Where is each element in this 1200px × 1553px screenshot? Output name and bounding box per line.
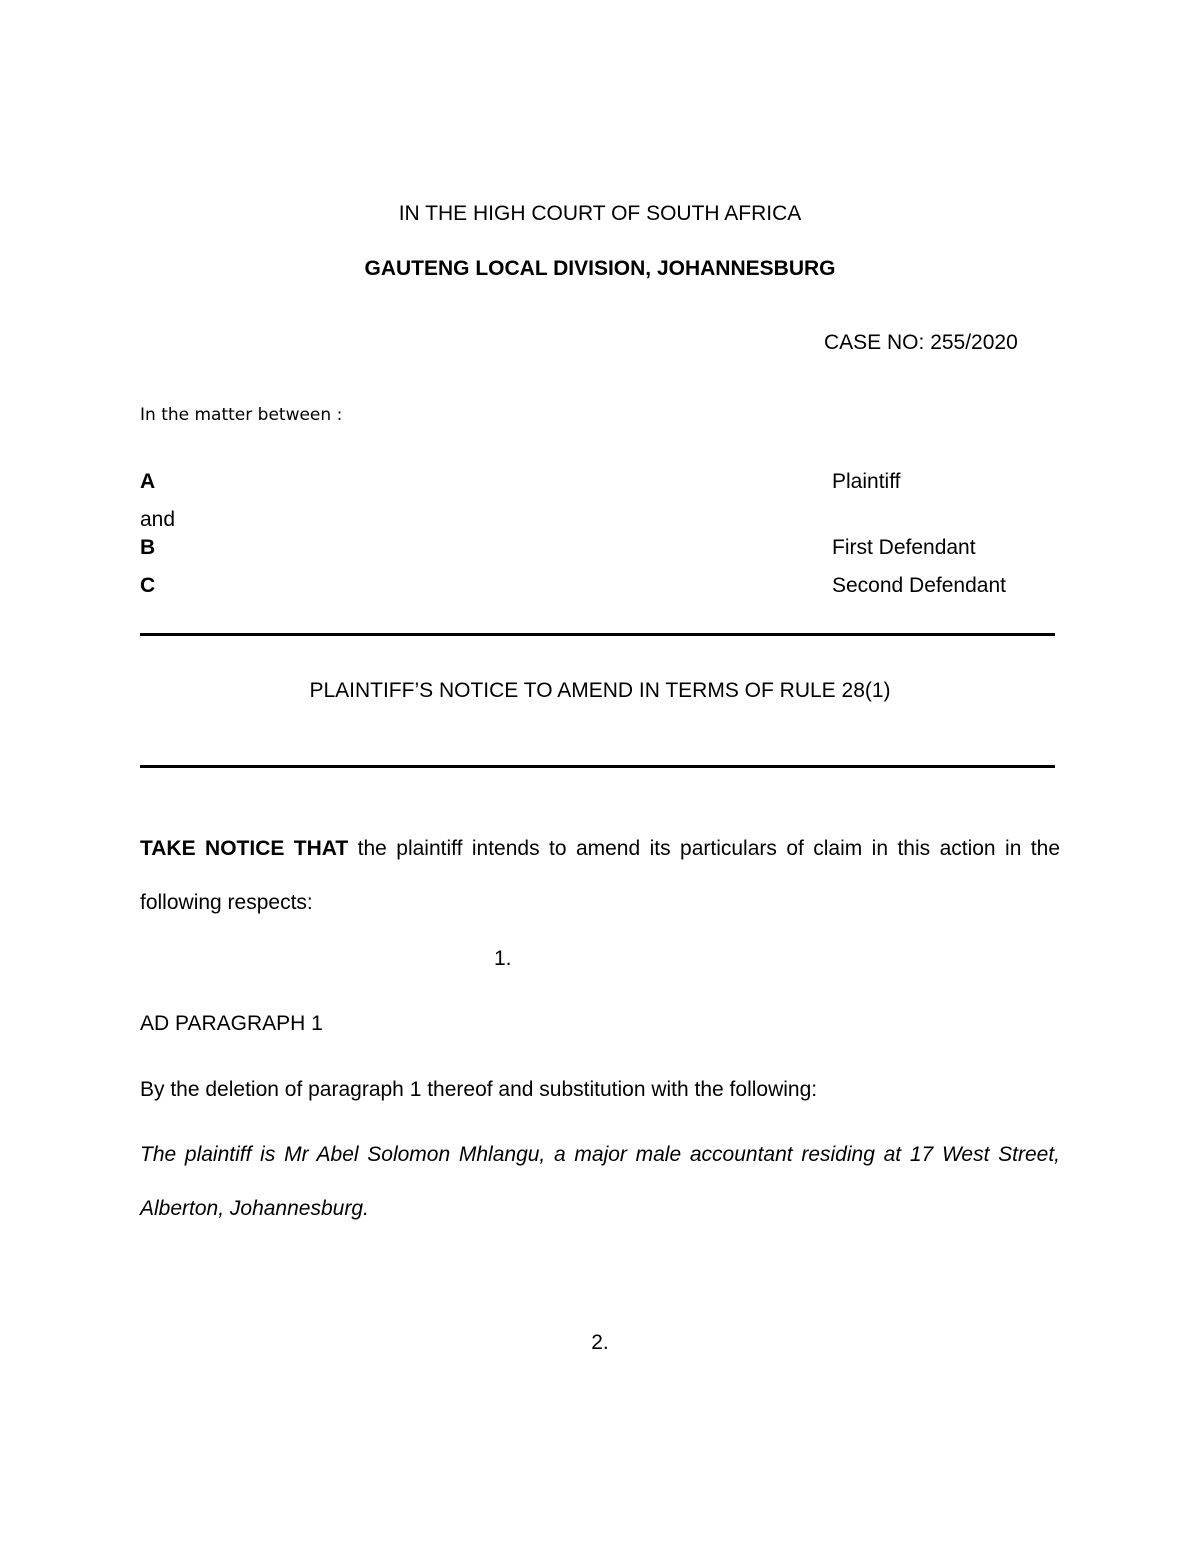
notice-heading: PLAINTIFF’S NOTICE TO AMEND IN TERMS OF RULE 28(1) xyxy=(309,679,891,702)
notice-lead-bold: TAKE NOTICE THAT xyxy=(140,837,349,860)
party-c-name: C xyxy=(140,574,156,597)
paragraph-1-substitution-text: The plaintiff is Mr Abel Solomon Mhlangu, a major male accountant residing at 17 West Street, Alberton, Johannesburg. xyxy=(140,1143,1060,1220)
matter-intro: In the matter between : xyxy=(140,405,343,425)
party-b-name: B xyxy=(140,536,156,559)
notice-lead-paragraph xyxy=(140,822,1060,930)
party-a-role: Plaintiff xyxy=(832,470,901,493)
court-title: IN THE HIGH COURT OF SOUTH AFRICA xyxy=(398,202,802,225)
and-label: and xyxy=(140,508,176,531)
court-division: GAUTENG LOCAL DIVISION, JOHANNESBURG xyxy=(364,257,836,280)
paragraph-1-instruction: By the deletion of paragraph 1 thereof and substitution with the following: xyxy=(140,1078,818,1101)
case-number: CASE NO: 255/2020 xyxy=(824,331,1018,354)
notice-lead-text: the plaintiff intends to amend its particulars of claim in this action in the following respects: xyxy=(140,837,1060,914)
party-c-role: Second Defendant xyxy=(832,574,1006,597)
divider-bottom xyxy=(140,765,1055,768)
divider-top xyxy=(140,633,1055,636)
party-a-name: A xyxy=(140,470,156,493)
paragraph-1-heading: AD PARAGRAPH 1 xyxy=(140,1012,323,1035)
party-b-role: First Defendant xyxy=(832,536,976,559)
paragraph-1-number: 1. xyxy=(494,947,512,970)
paragraph-2-number: 2. xyxy=(591,1331,609,1354)
